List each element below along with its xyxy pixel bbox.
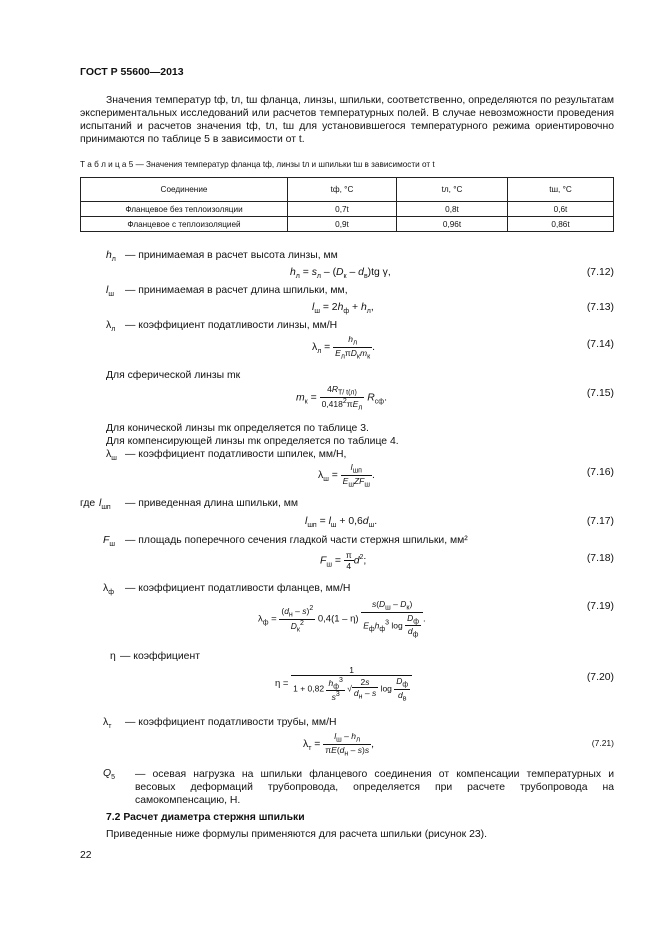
table-header-row <box>81 178 614 202</box>
page-number: 22 <box>80 850 92 861</box>
equation-7-15: $m_к$ = $\frac{4R_{T/ t(л)}}{0,418^2\pi E_л}$ $R_{сф}$. <box>296 384 387 412</box>
symbol-q5: $Q_5$ <box>103 768 115 782</box>
equation-number: (7.17) <box>586 516 614 527</box>
table-cell: 0,8t <box>397 202 508 217</box>
equation-7-16: $\lambda_ш$ = $\frac{l_{шп}}{E_шZF_ш}$ . <box>318 462 375 489</box>
equation-number: (7.20) <box>586 672 614 683</box>
symbol-eta: η <box>110 651 116 662</box>
document-header: ГОСТ Р 55600—2013 <box>80 66 184 78</box>
table-row <box>81 217 614 232</box>
table-cell: 0,96t <box>397 217 508 232</box>
table-cell: Фланцевое с теплоизоляцией <box>81 217 288 232</box>
equation-number: (7.13) <box>586 302 614 313</box>
symbol-fsh: $F_ш$ <box>103 535 115 549</box>
symbol-lambda-l: $\lambda_л$ <box>106 320 116 334</box>
column-header: Соединение <box>81 178 288 202</box>
equation-7-18: $F_ш$ = $\frac{\pi}{4}$ $d^2$; <box>320 550 367 571</box>
column-header: tл, °С <box>397 178 508 202</box>
table-5 <box>80 177 614 232</box>
intro-paragraph: Значения температур tф, tл, tш фланца, линзы, шпильки, соответственно, определяются по результатам экспериментальных исследований или расчетов температурных полей. В случае невозможности проведения испытаний и расчетов значения tф, tл, tш для установившегося температурного режима ориентировочно принимаются по таблице 5 в зависимости от t. <box>80 95 614 145</box>
definition-lambda-t: — коэффициент податливости трубы, мм/Н <box>125 717 337 728</box>
definition-lambda-l: — коэффициент податливости линзы, мм/Н <box>125 320 338 331</box>
section-heading <box>106 812 305 823</box>
definition-lsh: — принимаемая в расчет длина шпильки, мм, <box>125 285 348 296</box>
definition-lambda-f: — коэффициент податливости фланцев, мм/Н <box>125 583 351 594</box>
compensating-lens-note: Для компенсирующей линзы mк определяется по таблице 4. <box>106 436 399 447</box>
equation-number: (7.18) <box>586 553 614 564</box>
spherical-lens-note: Для сферической линзы mк <box>106 370 241 381</box>
where-word: где <box>80 498 96 509</box>
definition-fsh: — площадь поперечного сечения гладкой части стержня шпильки, мм² <box>125 535 468 546</box>
equation-7-21: $\lambda_т$ = $\frac{l_ш - h_л}{\pi E(d_н - s)s}$ , <box>303 731 374 758</box>
definition-q5: — осевая нагрузка на шпильки фланцевого соединения от компенсации температурных и весовых деформаций трубопровода, определяется при расчете трубопровода на самокомпенсацию, Н. <box>135 769 614 806</box>
equation-7-17: $l_{шп} = l_ш + 0,6d_ш$. <box>305 516 378 530</box>
definition-lshp: — приведенная длина шпильки, мм <box>125 498 299 509</box>
table5-caption: Т а б л и ц а 5 — Значения температур фланца tф, линзы tл и шпильки tш в зависимости от t <box>80 160 435 169</box>
section-title: Расчет диаметра стержня шпильки <box>123 812 305 823</box>
equation-7-14: $\lambda_л$ = $\frac{h_л}{E_л\pi D_кm_к}$ . <box>312 334 376 361</box>
equation-7-19: $\lambda_ф$ = $\frac{(d_н - s)^2}{D_к^2}$ 0,4(1 – η) $s(D_ш - D_к)$ $E_фh_ф^3$ log $\frac{D_ф}{d_ф}$ . <box>258 599 426 640</box>
symbol-lambda-t: $\lambda_т$ <box>103 717 112 731</box>
conical-lens-note: Для конической линзы mк определяется по таблице 3. <box>106 423 369 434</box>
equation-number: (7.19) <box>586 601 614 612</box>
table-cell: 0,86t <box>508 217 614 232</box>
symbol-lshp: $l_{шп}$ <box>99 498 111 512</box>
symbol-lambda-f: $\lambda_ф$ <box>103 583 114 597</box>
table-cell: 0,9t <box>288 217 397 232</box>
definition-eta: — коэффициент <box>120 651 200 662</box>
equation-number: (7.21) <box>591 738 614 748</box>
table-cell: 0,6t <box>508 202 614 217</box>
section-number: 7.2 <box>106 812 121 823</box>
section-text: Приведенные ниже формулы применяются для расчета шпильки (рисунок 23). <box>106 829 487 840</box>
table-cell: Фланцевое без теплоизоляции <box>81 202 288 217</box>
equation-7-13: $l_ш = 2h_ф + h_л$, <box>312 302 374 316</box>
symbol-hl: $h_л$ <box>106 250 116 264</box>
symbol-lsh: $l_ш$ <box>106 285 114 299</box>
table-cell: 0,7t <box>288 202 397 217</box>
equation-number: (7.16) <box>586 467 614 478</box>
definition-lambda-sh: — коэффициент податливости шпилек, мм/Н, <box>125 449 347 460</box>
equation-number: (7.15) <box>586 388 614 399</box>
equation-7-20: η = 1 1 + 0,82 $\frac{h_ф^3}{s^3}$ √ $\frac{2s}{d_н - s}$ log $\frac{D_ф}{d_в}$ <box>275 665 412 702</box>
equation-7-12: $h_л = s_л - (D_к - d_в)tg$ γ, <box>290 267 391 281</box>
column-header: tш, °С <box>508 178 614 202</box>
equation-number: (7.14) <box>586 339 614 350</box>
equation-number: (7.12) <box>586 267 614 278</box>
column-header: tф, °С <box>288 178 397 202</box>
definition-hl: — принимаемая в расчет высота линзы, мм <box>125 250 338 261</box>
symbol-lambda-sh: $\lambda_ш$ <box>106 449 117 463</box>
table-row <box>81 202 614 217</box>
